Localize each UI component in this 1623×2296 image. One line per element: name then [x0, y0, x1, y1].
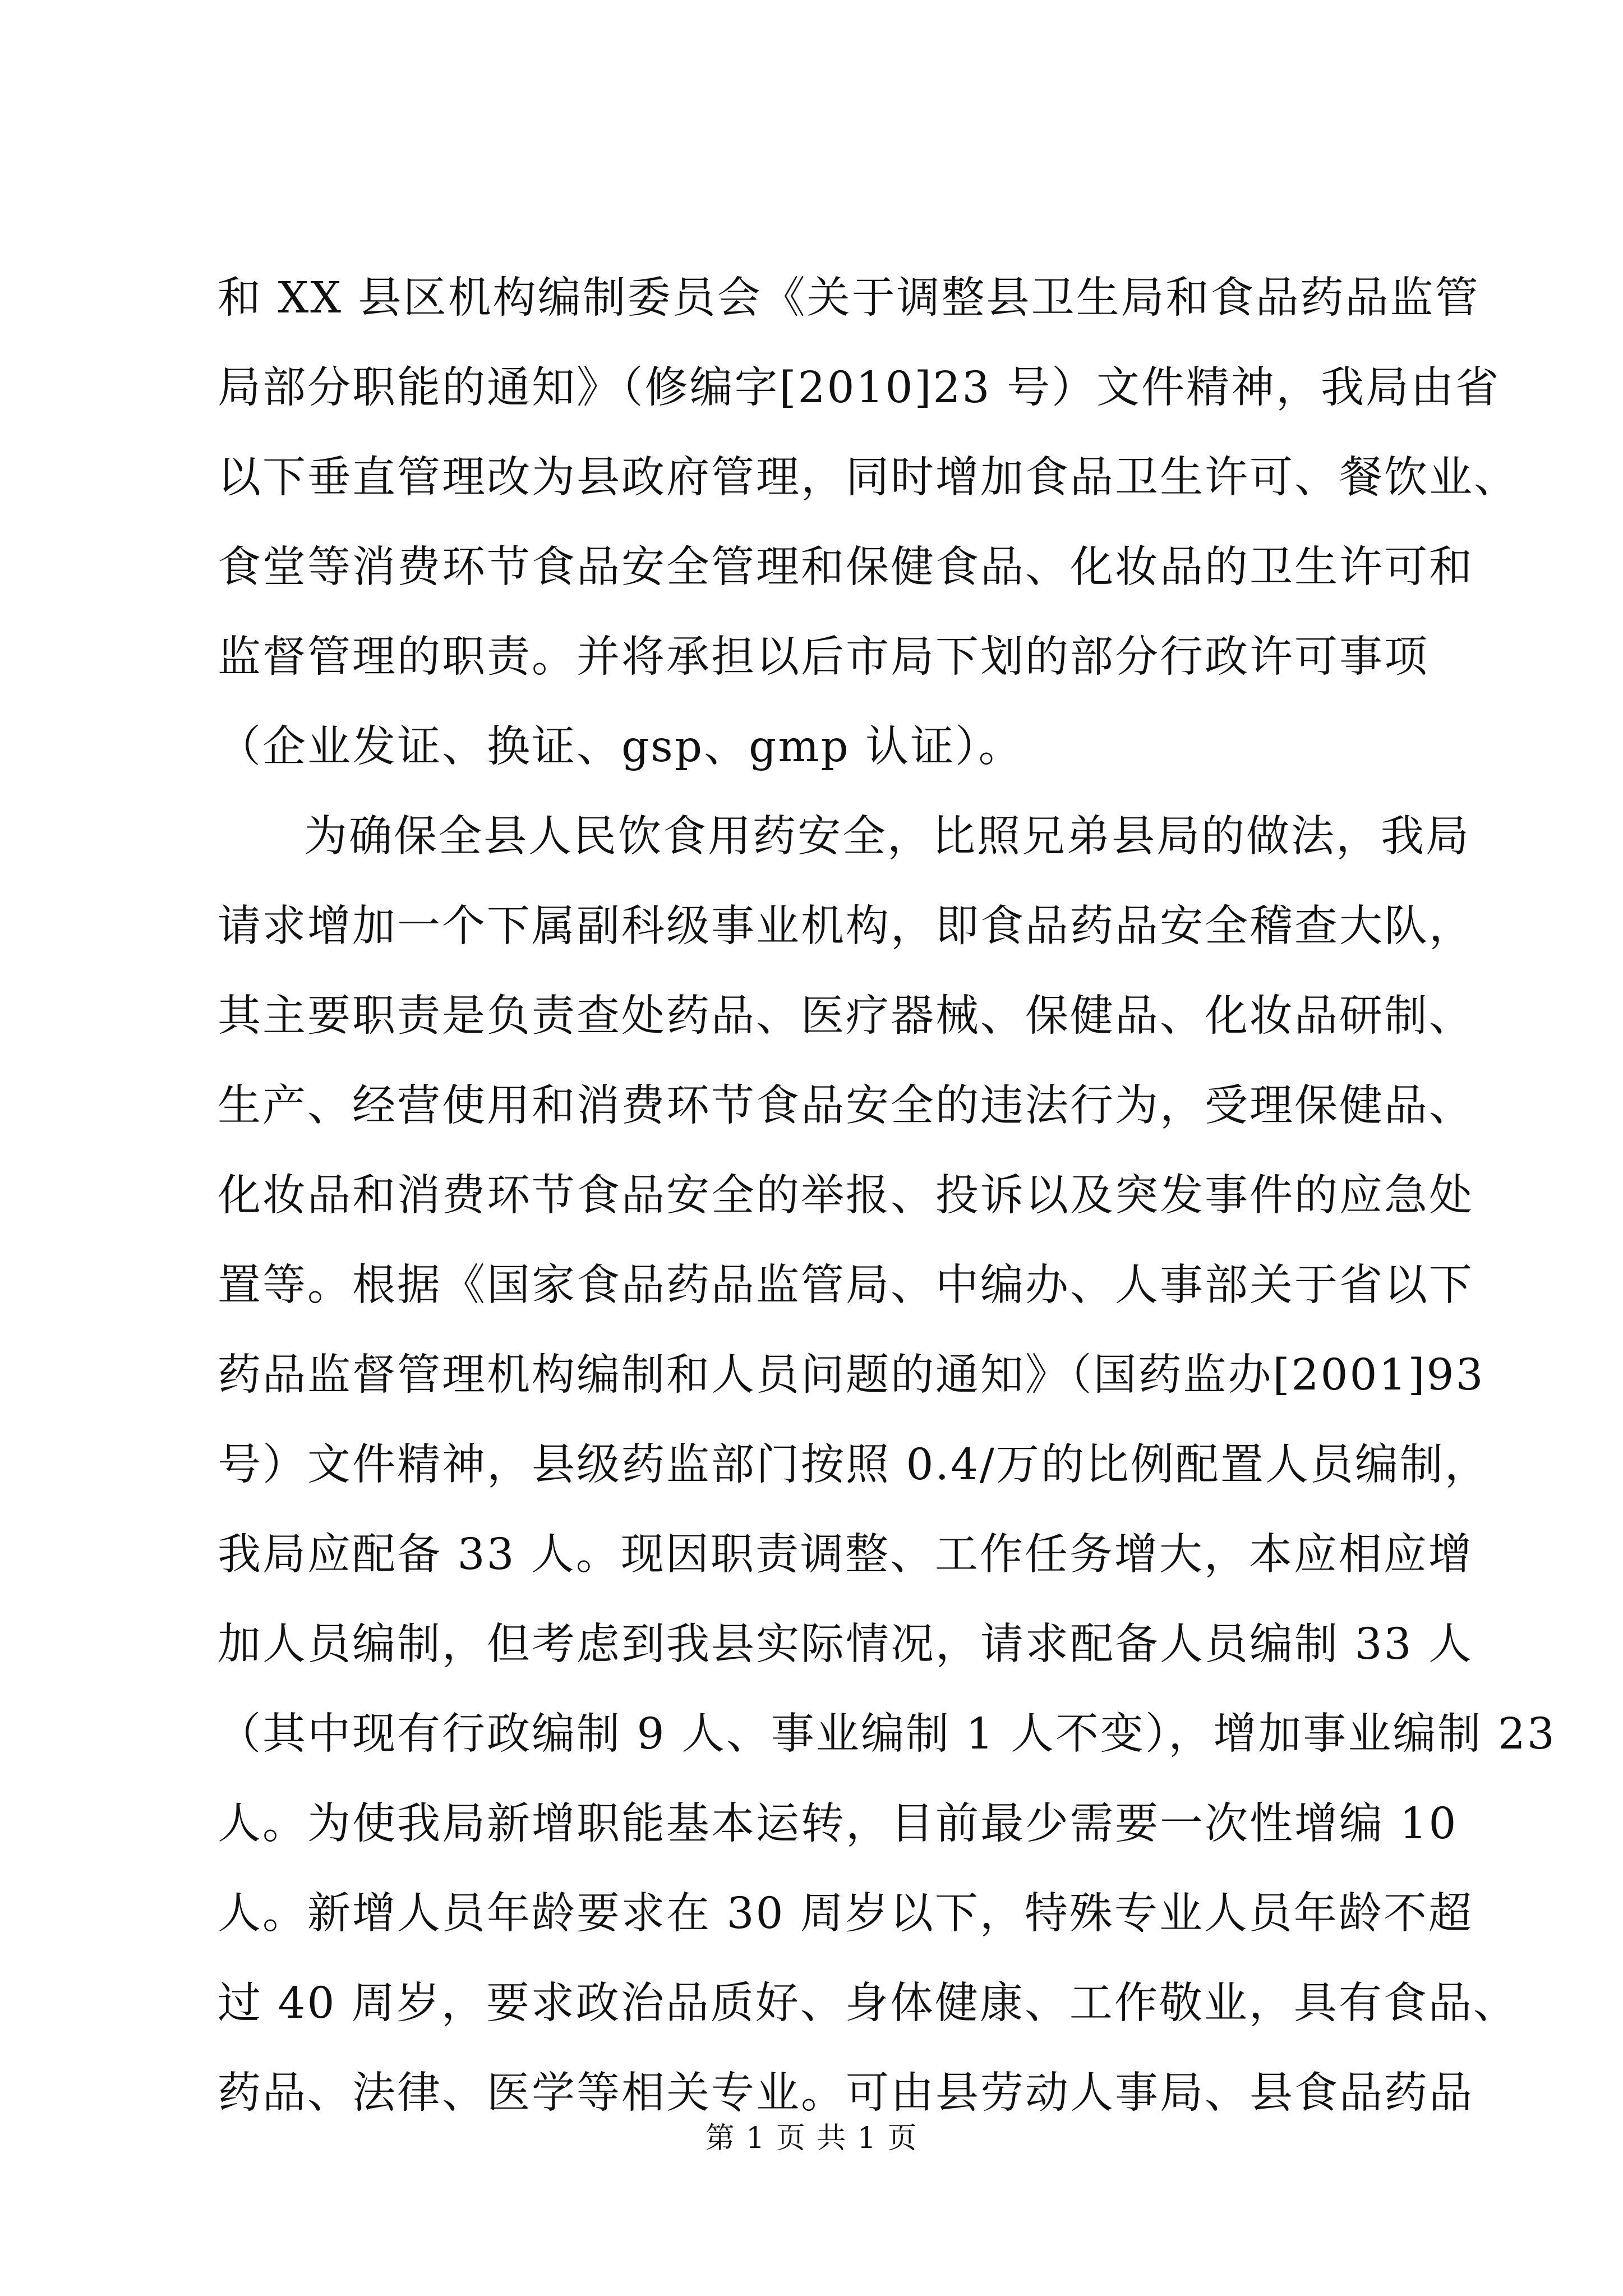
- text-line: 号）文件精神，县级药监部门按照 0.4/万的比例配置人员编制，: [218, 1440, 1490, 1490]
- text-line: （其中现有行政编制 9 人、事业编制 1 人不变），增加事业编制 23: [218, 1709, 1556, 1759]
- text-line: 化妆品和消费环节食品安全的举报、投诉以及突发事件的应急处: [218, 1171, 1474, 1221]
- text-line: 人。新增人员年龄要求在 30 周岁以下，特殊专业人员年龄不超: [218, 1889, 1473, 1939]
- body-text: [218, 269, 1556, 2123]
- text-line: 以下垂直管理改为县政府管理，同时增加食品卫生许可、餐饮业、: [218, 453, 1519, 503]
- text-line: 生产、经营使用和消费环节食品安全的违法行为，受理保健品、: [218, 1081, 1474, 1131]
- text-line: 监督管理的职责。并将承担以后市局下划的部分行政许可事项: [218, 632, 1429, 682]
- text-line: （企业发证、换证、gsp、gmp 认证）。: [218, 722, 1023, 772]
- text-line: 其主要职责是负责查处药品、医疗器械、保健品、化妆品研制、: [218, 991, 1474, 1041]
- text-line: 食堂等消费环节食品安全管理和保健食品、化妆品的卫生许可和: [218, 542, 1474, 592]
- text-line: 药品监督管理机构编制和人员问题的通知》（国药监办[2001]93: [218, 1350, 1485, 1400]
- text-line: 我局应配备 33 人。现因职责调整、工作任务增大，本应相应增: [218, 1530, 1473, 1580]
- text-line: 过 40 周岁，要求政治品质好、身体健康、工作敬业，具有食品、: [218, 1978, 1518, 2028]
- text-line: 置等。根据《国家食品药品监管局、中编办、人事部关于省以下: [218, 1260, 1474, 1310]
- text-line: 和 XX 县区机构编制委员会《关于调整县卫生局和食品药品监管: [218, 273, 1480, 323]
- text-line: 人。为使我局新增职能基本运转，目前最少需要一次性增编 10: [218, 1799, 1458, 1849]
- text-line: 加人员编制，但考虑到我县实际情况，请求配备人员编制 33 人: [218, 1619, 1473, 1669]
- page-footer: 第 1 页 共 1 页: [705, 2122, 918, 2155]
- text-line: 请求增加一个下属副科级事业机构，即食品药品安全稽查大队，: [218, 901, 1474, 951]
- text-line: 药品、法律、医学等相关专业。可由县劳动人事局、县食品药品: [218, 2068, 1474, 2118]
- paragraph-start-line: 为确保全县人民饮食用药安全，比照兄弟县局的做法，我局: [304, 812, 1470, 862]
- text-line: 局部分职能的通知》（修编字[2010]23 号）文件精神，我局由省: [218, 363, 1500, 413]
